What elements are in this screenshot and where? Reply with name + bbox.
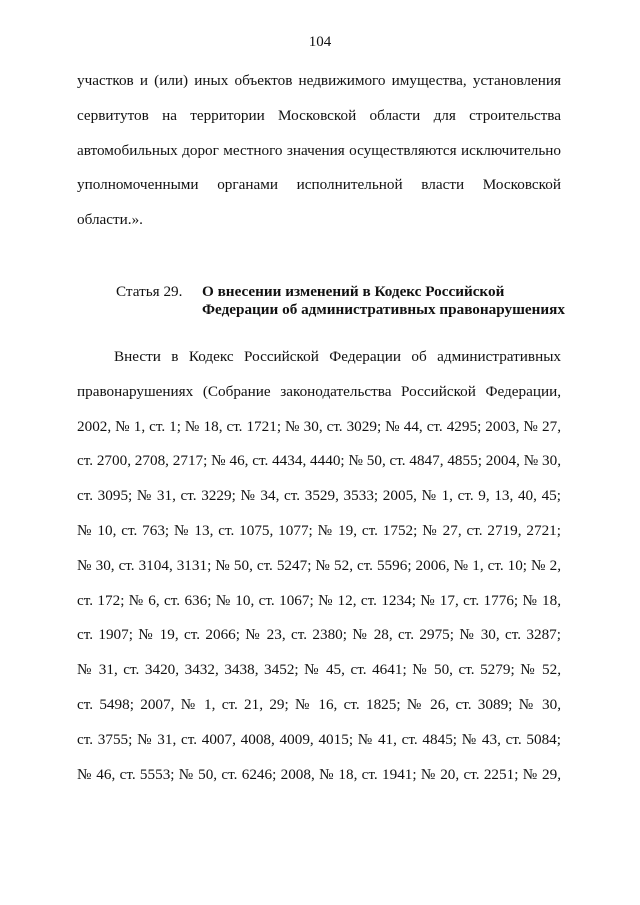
text-line: уполномоченными органами исполнительной власти Московской <box>77 176 561 194</box>
text-line: области.». <box>77 211 143 229</box>
text-line: автомобильных дорог местного значения осуществляются исключительно <box>77 141 561 159</box>
text-line: ст. 1907; № 19, ст. 2066; № 23, ст. 2380; № 28, ст. 2975; № 30, ст. 3287; <box>77 626 561 644</box>
text-line: № 46, ст. 5553; № 50, ст. 6246; 2008, № 18, ст. 1941; № 20, ст. 2251; № 29, <box>77 765 561 783</box>
text-line: 2002, № 1, ст. 1; № 18, ст. 1721; № 30, ст. 3029; № 44, ст. 4295; 2003, № 27, <box>77 417 561 435</box>
text-line: участков и (или) иных объектов недвижимого имущества, установления <box>77 72 561 89</box>
text-line: ст. 5498; 2007, № 1, ст. 21, 29; № 16, ст. 1825; № 26, ст. 3089; № 30, <box>77 695 561 713</box>
text-line: ст. 3755; № 31, ст. 4007, 4008, 4009, 4015; № 41, ст. 4845; № 43, ст. 5084; <box>77 730 561 748</box>
article-title-line: О внесении изменений в Кодекс Российской <box>202 283 505 300</box>
text-line: № 30, ст. 3104, 3131; № 50, ст. 5247; № 52, ст. 5596; 2006, № 1, ст. 10; № 2, <box>77 556 561 574</box>
text-line: Внести в Кодекс Российской Федерации об административных <box>114 348 561 365</box>
text-line: ст. 3095; № 31, ст. 3229; № 34, ст. 3529, 3533; 2005, № 1, ст. 9, 13, 40, 45; <box>77 487 561 505</box>
article-title <box>202 283 582 319</box>
page-number: 104 <box>308 34 332 50</box>
text-line: правонарушениях (Собрание законодательства Российской Федерации, <box>77 382 561 400</box>
intro-paragraph <box>77 71 561 245</box>
text-line: сервитутов на территории Московской области для строительства <box>77 106 561 124</box>
article-title-line: Федерации об административных правонарушениях <box>202 301 565 318</box>
text-line: ст. 2700, 2708, 2717; № 46, ст. 4434, 4440; № 50, ст. 4847, 4855; 2004, № 30, <box>77 452 561 470</box>
body-paragraph <box>77 347 561 799</box>
text-line: № 31, ст. 3420, 3432, 3438, 3452; № 45, ст. 4641; № 50, ст. 5279; № 52, <box>77 661 561 679</box>
article-label: Статья 29. <box>116 283 183 300</box>
text-line: ст. 172; № 6, ст. 636; № 10, ст. 1067; № 12, ст. 1234; № 17, ст. 1776; № 18, <box>77 591 561 609</box>
text-line: № 10, ст. 763; № 13, ст. 1075, 1077; № 19, ст. 1752; № 27, ст. 2719, 2721; <box>77 521 561 539</box>
